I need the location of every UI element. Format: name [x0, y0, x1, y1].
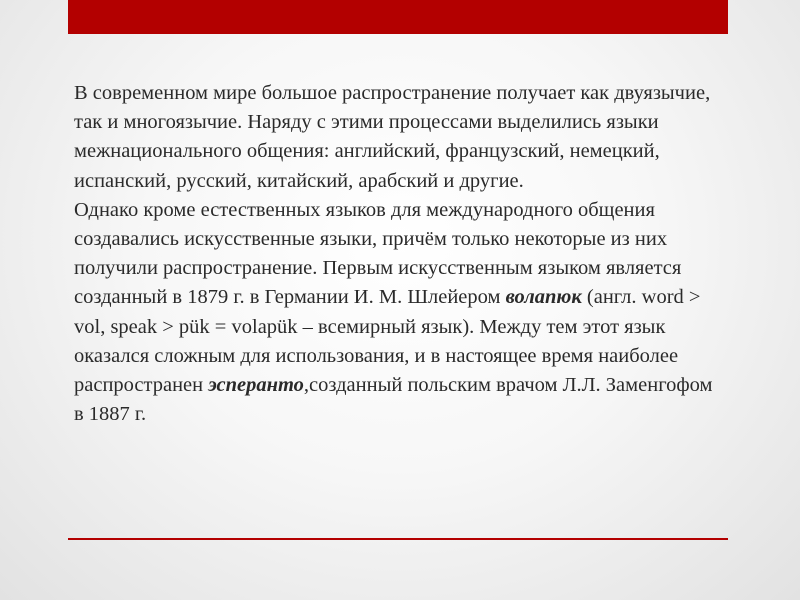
slide-text-body: [74, 79, 724, 429]
paragraph2-part2: (англ. word > vol, speak > pük = volapük – всемирный язык). Между тем этот язык оказался сложным для использования, и в настоящее время наиболее распространен: [74, 286, 701, 397]
paragraph2-part3: ,созданный польским врачом Л.Л. Заменгофом в 1887 г.: [74, 374, 713, 426]
top-accent-bar: [68, 0, 728, 34]
term-volapuk: волапюк: [505, 286, 582, 309]
bottom-divider-line: [68, 538, 728, 540]
paragraph-artificial-languages: [74, 196, 724, 430]
term-esperanto: эсперанто: [208, 374, 304, 397]
paragraph-languages-overview: В современном мире большое распространение получает как двуязычие, так и многоязычие. Наряду с этими процессами выделились языки межнационального общения: английский, французский, немецкий, испанский, русский, китайский, арабский и другие.: [74, 82, 711, 192]
paragraph2-part1: Однако кроме естественных языков для международного общения создавались искусственные языки, причём только некоторые из них получили распространение. Первым искусственным языком является созданный в 1879 г. в Германии И. М. Шлейером: [74, 198, 682, 309]
